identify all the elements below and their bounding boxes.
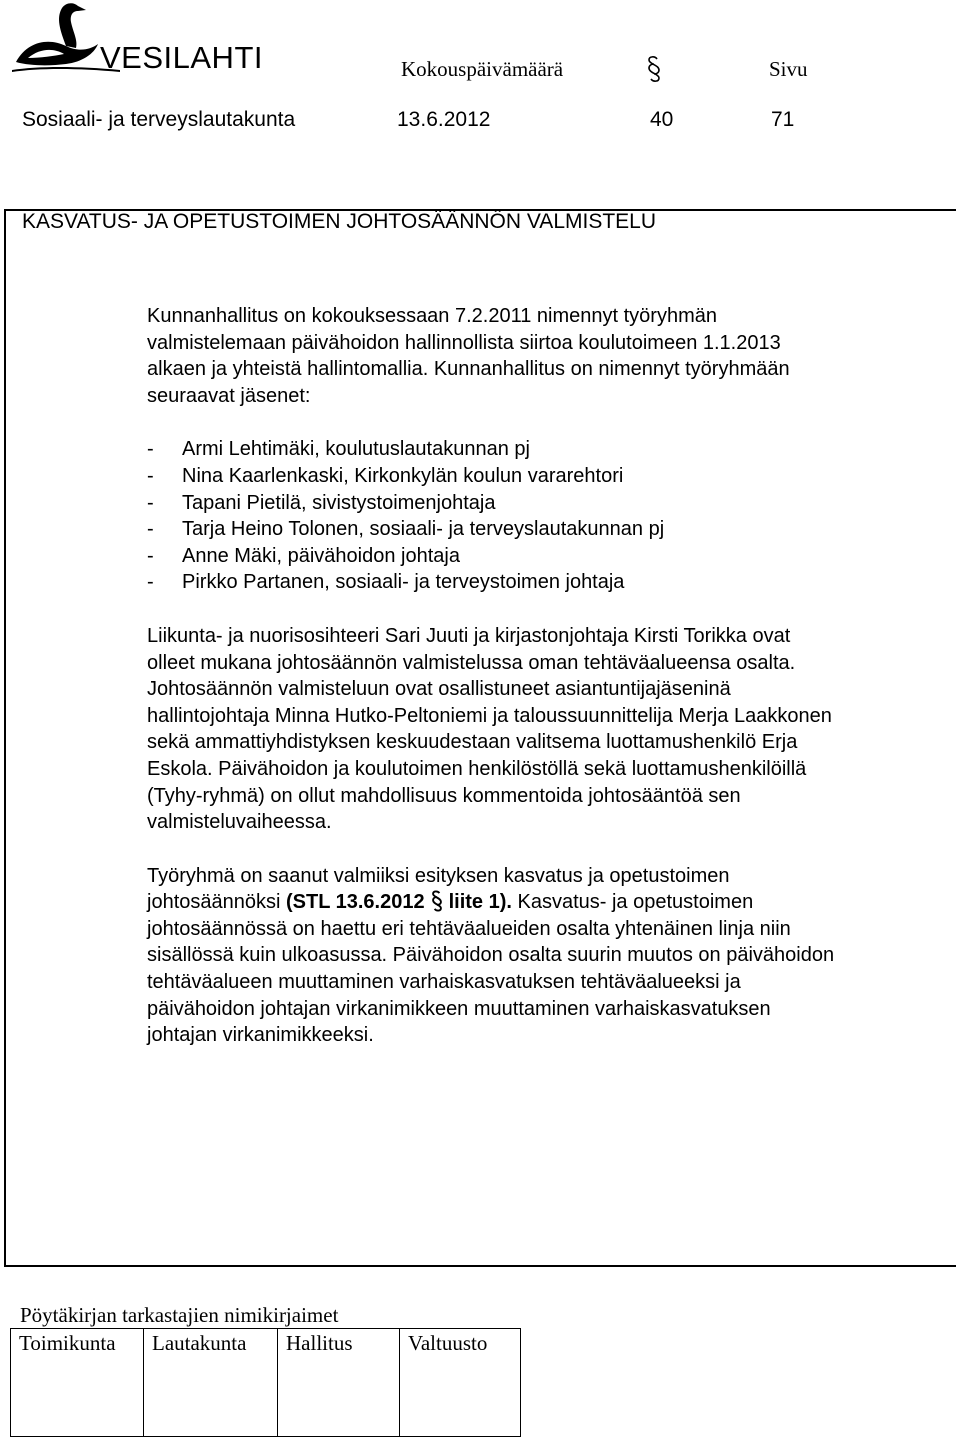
section-number: 40 — [650, 108, 674, 131]
initials-table — [10, 1328, 521, 1437]
initials-cell-lautakunta: Lautakunta — [144, 1329, 278, 1437]
body-name: Sosiaali- ja terveyslautakunta — [22, 108, 296, 131]
list-item: - Pirkko Partanen, sosiaali- ja terveystoimen johtaja — [147, 571, 625, 594]
section-title: KASVATUS- JA OPETUSTOIMEN JOHTOSÄÄNNÖN VALMISTELU — [22, 210, 657, 233]
proposal-paragraph: Työryhmä on saanut valmiiksi esityksen kasvatus ja opetustoimen johtosäännöksi (STL 13.6.2012 liite 1). Kasvatus- ja opetustoimen johtosäännössä on haettu eri tehtäväalueiden osalta yhtenäinen linja niin sisällössä kuin ulkoasussa. Päivähoidon osalta suurin muutos on päivähoidon tehtäväalueen muuttaminen varhaiskasvatuksen tehtäväalueeksi ja päivähoidon johtajan virkanimikkeen muuttaminen varhaiskasvatuksen johtajan virkanimikkeeksi. — [147, 864, 835, 1047]
document-body — [147, 303, 947, 1049]
intro-line: valmistelemaan päivähoidon hallinnollista siirtoa koulutoimeen 1.1.2013 — [147, 331, 781, 354]
list-item: - Nina Kaarlenkaski, Kirkonkylän koulun vararehtori — [147, 464, 624, 487]
intro-line: alkaen ja yhteistä hallintomallia. Kunnanhallitus on nimennyt työryhmään — [147, 358, 790, 381]
intro-line: Kunnanhallitus on kokouksessaan 7.2.2011 nimennyt työryhmän — [147, 305, 717, 327]
page-number: 71 — [771, 108, 795, 131]
initials-cell-hallitus: Hallitus — [278, 1329, 400, 1437]
intro-line: seuraavat jäsenet: — [147, 384, 311, 407]
intro-paragraph — [147, 303, 947, 409]
section-mark-icon — [429, 890, 445, 912]
reviewers-initials-title: Pöytäkirjan tarkastajien nimikirjaimet — [20, 1303, 339, 1327]
meeting-date: 13.6.2012 — [397, 108, 491, 131]
participants-paragraph: Liikunta- ja nuorisosihteeri Sari Juuti ja kirjastonjohtaja Kirsti Torikka ovat olleet mukana johtosäännön valmistelussa oman tehtäväalueensa osalta. Johtosäännön valmisteluun ovat osallistuneet asiantuntijajäseninä hallintojohtaja Minna Hutko-Peltoniemi ja taloussuunnittelija Merja Laakkonen sekä ammattiyhdistyksen keskuudestaan valitsema luottamushenkilö Erja Eskola. Päivähoidon ja koulutoimen henkilöstöllä sekä luottamushenkilöillä (Tyhy-ryhmä) on ollut mahdollisuus kommentoida johtosääntöä sen valmisteluvaiheessa. — [147, 624, 832, 834]
section-mark-icon — [645, 55, 663, 83]
vesilahti-logo — [8, 0, 278, 80]
member-list — [147, 436, 947, 596]
list-item: - Tarja Heino Tolonen, sosiaali- ja terveyslautakunnan pj — [147, 518, 665, 541]
list-item: - Anne Mäki, päivähoidon johtaja — [147, 544, 460, 567]
logo-text: VESILAHTI — [100, 40, 263, 75]
attachment-reference: (STL 13.6.2012 liite 1). — [285, 891, 512, 914]
initials-cell-valtuusto: Valtuusto — [400, 1329, 521, 1437]
initials-cell-toimikunta: Toimikunta — [11, 1329, 144, 1437]
list-item: - Armi Lehtimäki, koulutuslautakunnan pj — [147, 438, 530, 461]
meeting-date-label: Kokouspäivämäärä — [401, 57, 564, 81]
page-label: Sivu — [769, 57, 808, 81]
list-item: - Tapani Pietilä, sivistystoimenjohtaja — [147, 491, 496, 514]
